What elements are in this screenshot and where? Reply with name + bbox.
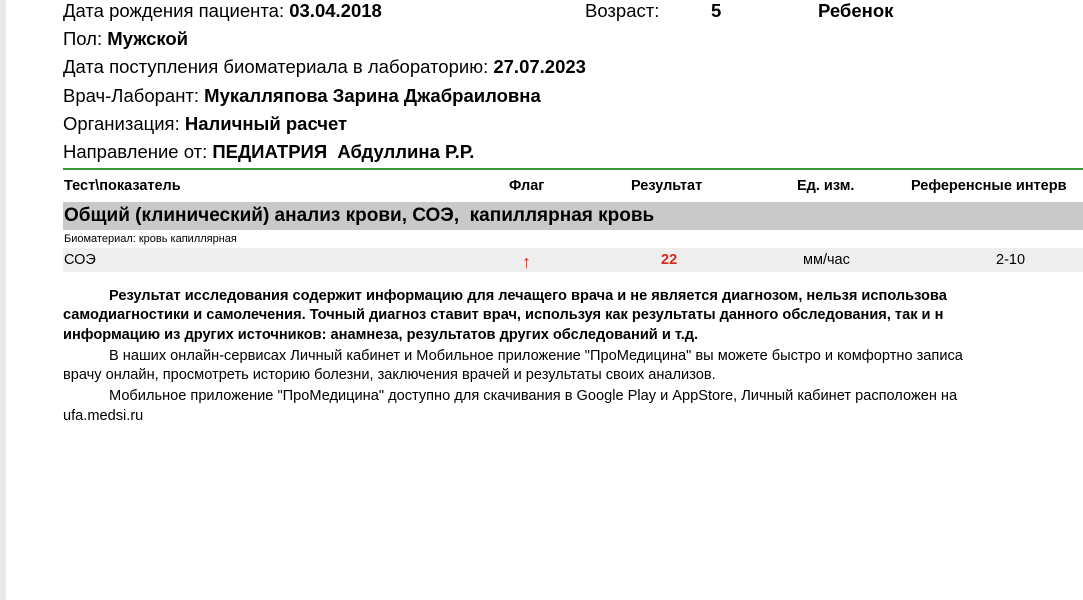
col-header-unit: Ед. изм.	[797, 178, 855, 194]
col-header-ref: Референсные интерв	[911, 178, 1067, 194]
org-line	[63, 113, 347, 135]
referral-label: Направление от:	[63, 141, 208, 162]
dob-line	[63, 0, 382, 22]
note-p2-line2: врачу онлайн, просмотреть историю болезни, заключения врачей и результаты своих анализов.	[63, 367, 716, 383]
doctor-value: Мукалляпова Зарина Джабраиловна	[204, 85, 541, 106]
doctor-label: Врач-Лаборант:	[63, 85, 200, 106]
referral-line	[63, 141, 474, 163]
note-p1-line1: Результат исследования содержит информацию для лечащего врача и не является диагнозом, нельзя использова	[109, 288, 947, 304]
sex-line	[63, 28, 188, 50]
group-title: Общий (клинический) анализ крови, СОЭ, капиллярная кровь	[64, 205, 655, 226]
doctor-line	[63, 85, 541, 107]
age-label: Возраст:	[585, 0, 660, 21]
referral-value: ПЕДИАТРИЯ Абдуллина Р.Р.	[212, 141, 475, 162]
row-reference-range: 2-10	[996, 252, 1026, 268]
col-header-test: Тест\показатель	[64, 178, 181, 194]
biomaterial-note: Биоматериал: кровь капиллярная	[64, 233, 237, 245]
arrow-up-icon: ↑	[522, 252, 531, 272]
lab-report-page	[6, 0, 1083, 600]
note-p3-line1: Мобильное приложение "ПроМедицина" доступно для скачивания в Google Play и AppStore, Личный кабинет расположен на	[109, 388, 958, 404]
age-value: 5	[711, 0, 722, 21]
arrival-line	[63, 56, 586, 78]
website-link[interactable]: ufa.medsi.ru	[63, 408, 144, 424]
sex-value: Мужской	[107, 28, 189, 49]
sex-label: Пол:	[63, 28, 103, 49]
dob-value: 03.04.2018	[289, 0, 382, 21]
col-header-result: Результат	[631, 178, 703, 194]
col-header-flag: Флаг	[509, 178, 545, 194]
arrival-value: 27.07.2023	[493, 56, 586, 77]
note-p2-line1: В наших онлайн-сервисах Личный кабинет и Мобильное приложение "ПроМедицина" вы можете быстро и комфортно записа	[109, 348, 963, 364]
table-row	[63, 248, 1083, 272]
org-value: Наличный расчет	[184, 113, 348, 134]
arrival-label: Дата поступления биоматериала в лабораторию:	[63, 56, 489, 77]
note-p1-line3: информацию из других источников: анамнеза, результатов других обследований и т.д.	[63, 327, 699, 343]
row-unit: мм/час	[803, 252, 850, 268]
section-divider	[63, 168, 1083, 170]
row-result-value: 22	[661, 252, 678, 268]
note-p1-line2: самодиагностики и самолечения. Точный диагноз ставит врач, используя как результаты данного обследования, так и н	[63, 307, 944, 323]
org-label: Организация:	[63, 113, 180, 134]
dob-label: Дата рождения пациента:	[63, 0, 285, 21]
patient-category: Ребенок	[818, 0, 894, 21]
row-test-name: СОЭ	[64, 252, 96, 268]
